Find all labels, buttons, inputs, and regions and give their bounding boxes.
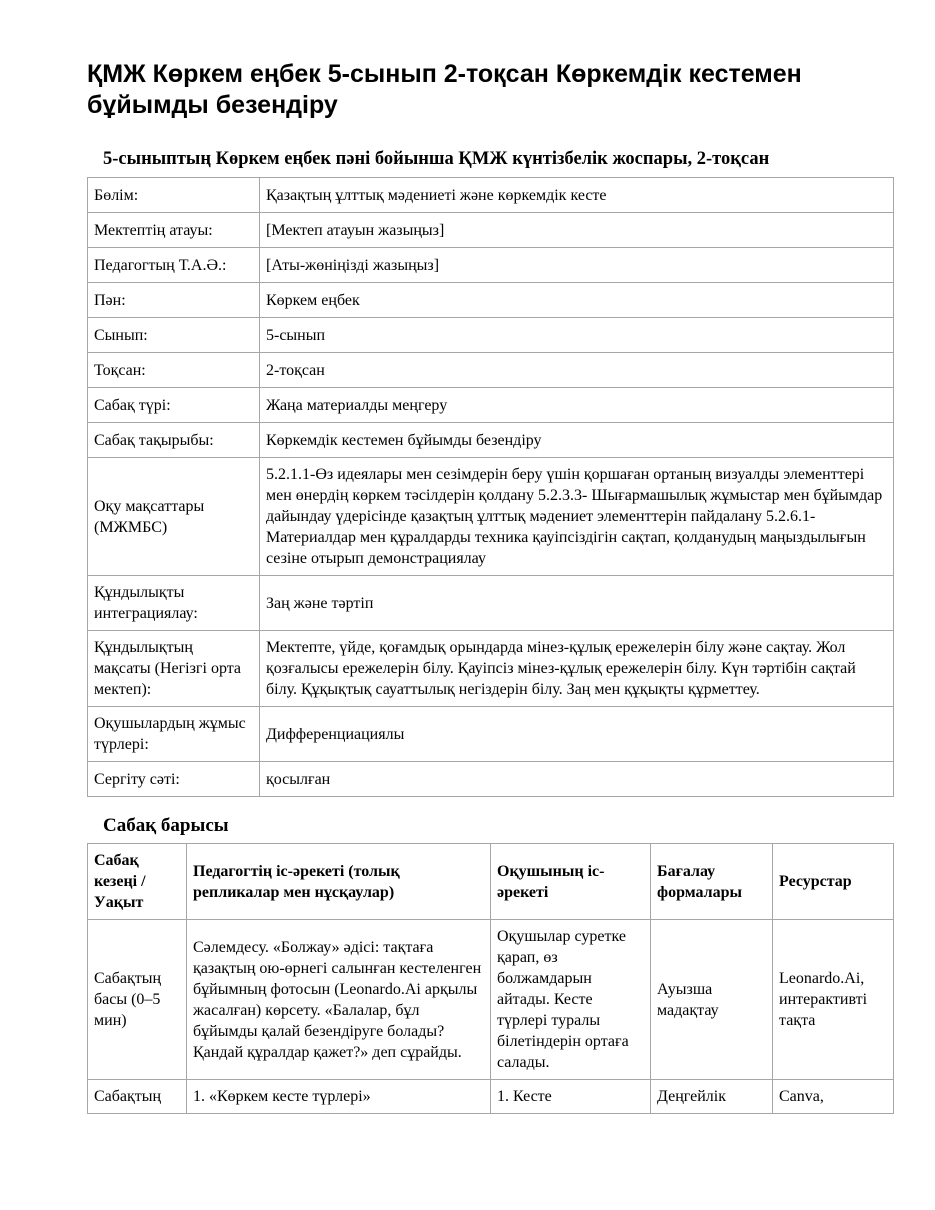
info-row-grade <box>88 318 894 353</box>
info-value: 5.2.1.1-Өз идеялары мен сезімдерін беру үшін қоршаған ортаның визуалды элементтері мен өнердің көркем тәсілдерін қолдану 5.2.3.3- Шығармашылық жұмыстар мен бұйымдар дайындау үдерісінде қазақтың ұлттық мәдениет элементтерін пайдалану 5.2.6.1-Материалдар мен құралдарды техника қауіпсіздігін сақтап, қолданудың маңыздылығын сезіне отырып демонстрациялау <box>260 458 894 576</box>
lesson-progress-heading: Сабақ барысы <box>103 815 229 836</box>
header-assessment: Бағалау формалары <box>651 844 773 920</box>
info-label: Құндылықты интеграциялау: <box>88 576 260 631</box>
lesson-table-header-row <box>88 844 894 920</box>
info-label: Тоқсан: <box>88 353 260 388</box>
info-row-quarter <box>88 353 894 388</box>
stage-cell: Сабақтың басы (0–5 мин) <box>88 920 187 1080</box>
info-value: 5-сынып <box>260 318 894 353</box>
table-row <box>88 920 894 1080</box>
info-label: Оқушылардың жұмыс түрлері: <box>88 707 260 762</box>
info-label: Құндылықтың мақсаты (Негізгі орта мектеп): <box>88 631 260 707</box>
info-label: Сынып: <box>88 318 260 353</box>
lesson-progress-table <box>87 843 894 1114</box>
info-label: Бөлім: <box>88 178 260 213</box>
header-resources: Ресурстар <box>773 844 894 920</box>
info-label: Сергіту сәті: <box>88 762 260 797</box>
lesson-info-table <box>87 177 894 797</box>
info-value: Заң және тәртіп <box>260 576 894 631</box>
info-value: қосылған <box>260 762 894 797</box>
header-stage: Сабақ кезеңі / Уақыт <box>88 844 187 920</box>
info-row-refreshment <box>88 762 894 797</box>
header-teacher-actions: Педагогтің іс-әрекеті (толық репликалар мен нұсқаулар) <box>187 844 491 920</box>
info-value: Мектепте, үйде, қоғамдық орындарда мінез-құлық ережелерін білу және сақтау. Жол қозғалысы ережелерін білу. Қауіпсіз мінез-құлық ережелерін білу. Күн тәртібін сақтай білу. Құқықтық сауаттылық негіздерін білу. Заң мен құқықты құрметтеу. <box>260 631 894 707</box>
teacher-actions-cell: Сәлемдесу. «Болжау» әдісі: тақтаға қазақтың ою-өрнегі салынған кестеленген бұйымның фотосын (Leonardo.Ai арқылы жасалған) көрсету. «Балалар, бұл бұйымды қалай безендіруге болады? Қандай құралдар қажет?» деп сұрайды. <box>187 920 491 1080</box>
info-row-value-integration <box>88 576 894 631</box>
assessment-cell: Деңгейлік <box>651 1080 773 1114</box>
info-row-section <box>88 178 894 213</box>
info-row-school-name <box>88 213 894 248</box>
info-label: Мектептің атауы: <box>88 213 260 248</box>
info-row-subject <box>88 283 894 318</box>
info-value: [Аты-жөніңізді жазыңыз] <box>260 248 894 283</box>
plan-heading: 5-сыныптың Көркем еңбек пәні бойынша ҚМЖ күнтізбелік жоспары, 2-тоқсан <box>103 149 770 169</box>
info-row-lesson-type <box>88 388 894 423</box>
info-label: Оқу мақсаттары (МЖМБС) <box>88 458 260 576</box>
info-value: Дифференциациялы <box>260 707 894 762</box>
info-value: 2-тоқсан <box>260 353 894 388</box>
document-page <box>87 0 893 1114</box>
teacher-actions-cell: 1. «Көркем кесте түрлері» <box>187 1080 491 1114</box>
info-label: Педагогтың Т.А.Ә.: <box>88 248 260 283</box>
info-label: Сабақ түрі: <box>88 388 260 423</box>
info-value: Көркем еңбек <box>260 283 894 318</box>
info-value: Қазақтың ұлттық мәдениеті және көркемдік кесте <box>260 178 894 213</box>
assessment-cell: Ауызша мадақтау <box>651 920 773 1080</box>
resources-cell: Leonardo.Ai, интерактивті тақта <box>773 920 894 1080</box>
info-label: Сабақ тақырыбы: <box>88 423 260 458</box>
info-label: Пән: <box>88 283 260 318</box>
header-student-actions: Оқушының іс-әрекеті <box>491 844 651 920</box>
info-row-work-types <box>88 707 894 762</box>
document-title: ҚМЖ Көркем еңбек 5-сынып 2-тоқсан Көркемдік кестемен бұйымды безендіру <box>87 60 802 119</box>
info-value: Жаңа материалды меңгеру <box>260 388 894 423</box>
resources-cell: Canva, <box>773 1080 894 1114</box>
stage-cell: Сабақтың <box>88 1080 187 1114</box>
info-value: Көркемдік кестемен бұйымды безендіру <box>260 423 894 458</box>
info-row-value-goal <box>88 631 894 707</box>
info-value: [Мектеп атауын жазыңыз] <box>260 213 894 248</box>
table-row <box>88 1080 894 1114</box>
info-row-lesson-topic <box>88 423 894 458</box>
info-row-learning-objectives <box>88 458 894 576</box>
info-row-teacher-name <box>88 248 894 283</box>
student-actions-cell: Оқушылар суретке қарап, өз болжамдарын айтады. Кесте түрлері туралы білетіндерін ортаға салады. <box>491 920 651 1080</box>
student-actions-cell: 1. Кесте <box>491 1080 651 1114</box>
